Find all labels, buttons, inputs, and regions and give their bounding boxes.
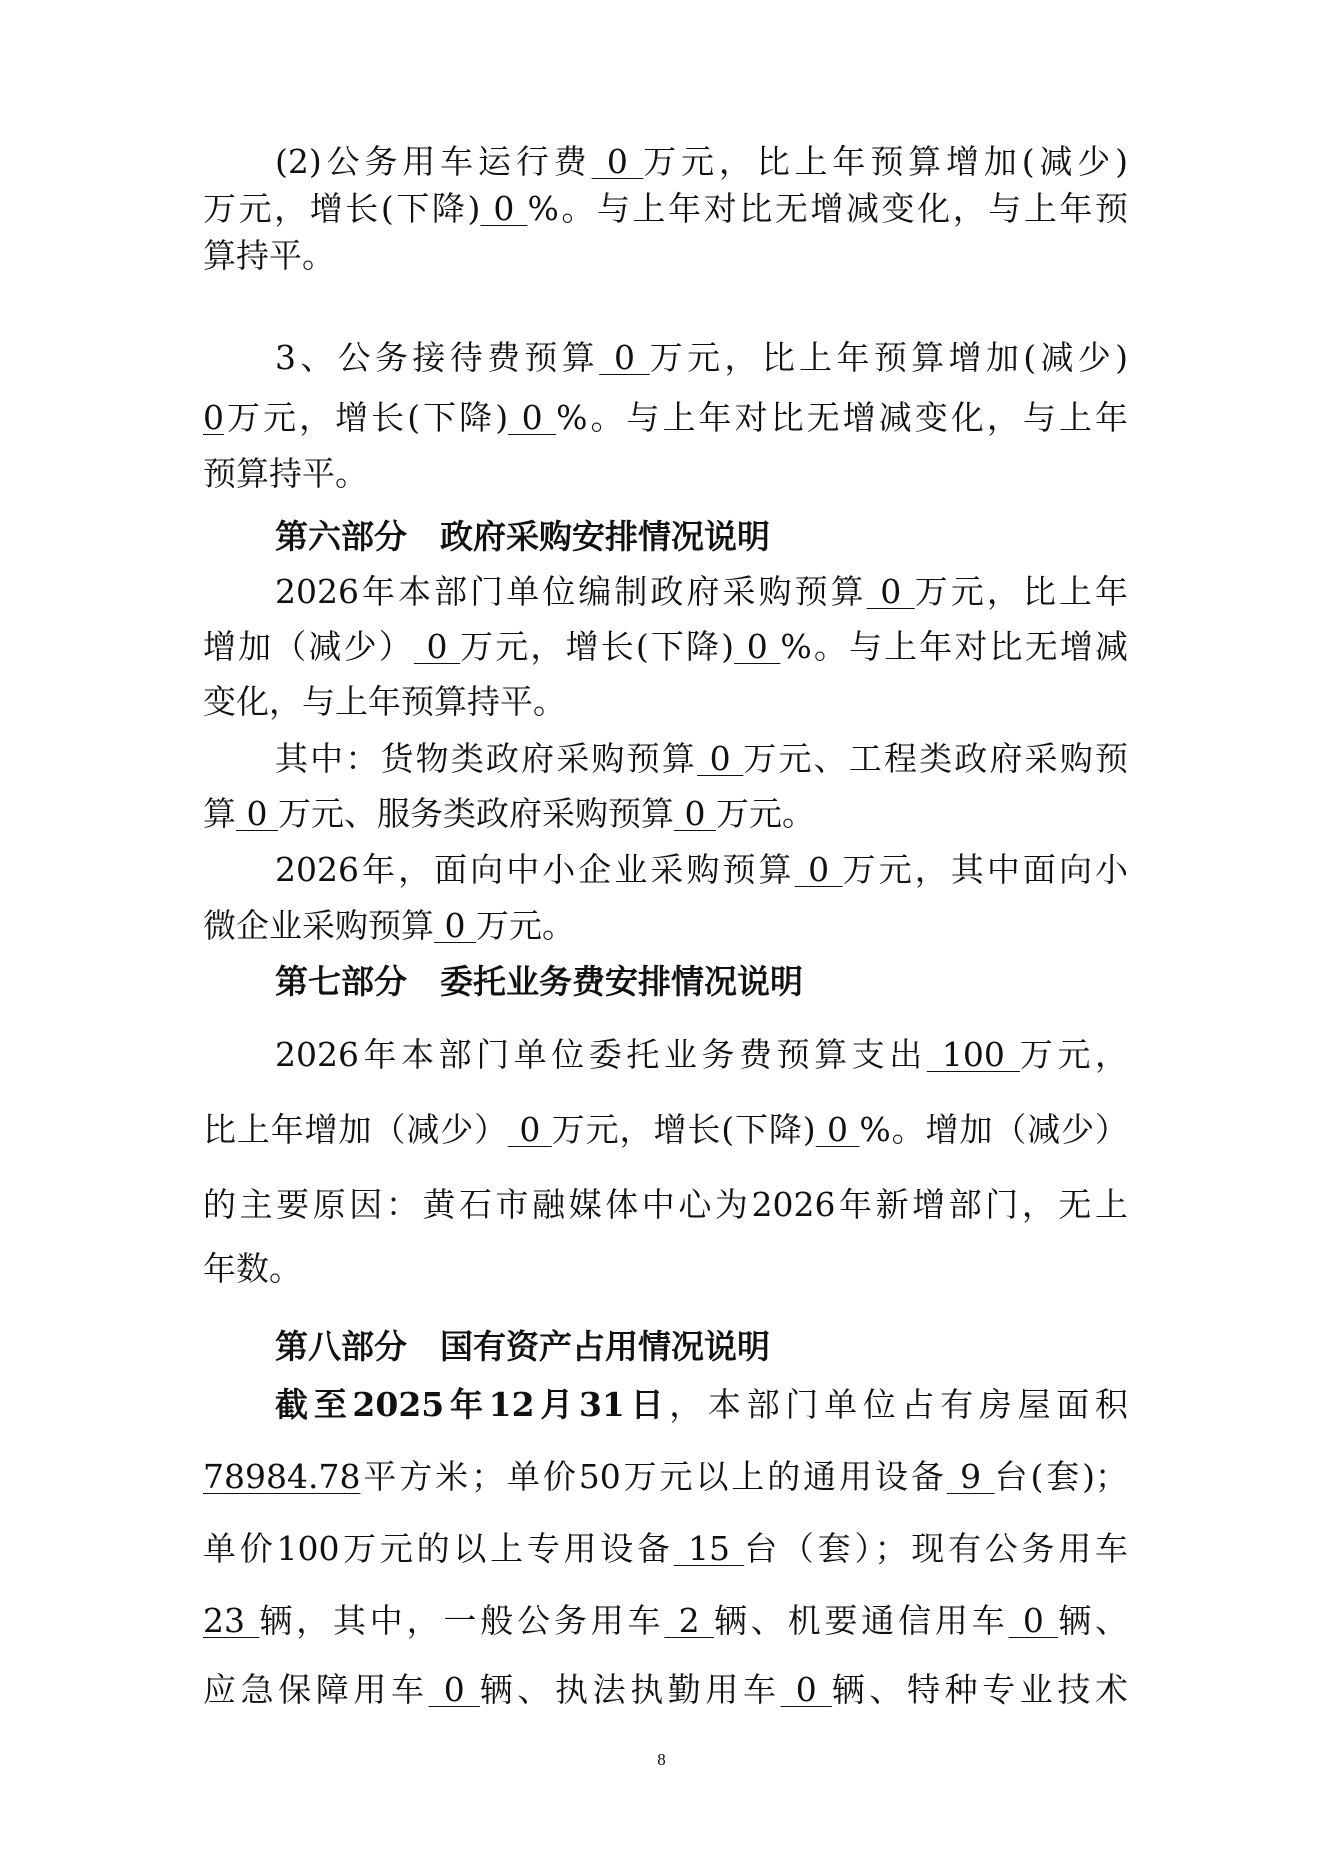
underlined-value: 0 [203, 398, 224, 437]
section-heading-6: 第六部分 政府采购安排情况说明 [275, 517, 770, 556]
text-run: 万元，其中面向小 [842, 850, 1128, 889]
text-run: 其中：货物类政府采购预算 [275, 739, 698, 778]
text-run: 微企业采购预算 [203, 906, 434, 945]
underlined-value: 0 [236, 794, 278, 833]
underlined-value: 15 [673, 1529, 745, 1568]
text-run: 的主要原因：黄石市融媒体中心为2026年新增部门，无上 [203, 1185, 1128, 1224]
text-run: %。增加（减少） [859, 1110, 1129, 1149]
text-run: 万元，增长(下降) [203, 189, 481, 228]
text-run: 3、公务接待费预算 [275, 338, 600, 377]
text-line [203, 904, 1128, 948]
text-line [203, 234, 1128, 278]
text-line [275, 848, 1128, 892]
text-line [203, 1527, 1128, 1571]
text-run: 万元，增长(下降) [460, 627, 735, 666]
underlined-value: 0 [591, 142, 644, 181]
underlined-value: 0 [480, 189, 528, 228]
text-run: 万元。 [715, 794, 815, 833]
text-run: 万元，比上年预算增加(减少) [643, 142, 1129, 181]
underlined-value: 100 [926, 1035, 1020, 1074]
underlined-value: 0 [780, 1670, 832, 1709]
text-run: 算持平。 [203, 236, 335, 275]
underlined-value: 78984.78 [203, 1457, 361, 1496]
text-line [203, 1247, 1128, 1291]
text-run: 应急保障用车 [203, 1670, 429, 1709]
underlined-value: 0 [413, 627, 461, 666]
text-line [275, 140, 1128, 184]
underlined-value: 0 [599, 338, 650, 377]
section-heading-8: 第八部分 国有资产占用情况说明 [275, 1327, 770, 1366]
text-run: 比上年增加（减少） [203, 1110, 509, 1149]
text-run: 辆、特种专业技术 [831, 1670, 1129, 1709]
text-run: 年数。 [203, 1249, 302, 1288]
text-run: 万元。 [475, 906, 575, 945]
underlined-value: 9 [946, 1457, 995, 1496]
text-line [275, 1033, 1128, 1077]
text-run: 辆、执法执勤用车 [479, 1670, 781, 1709]
text-run: 变化，与上年预算持平。 [203, 682, 566, 721]
text-run: 2026年，面向中小企业采购预算 [275, 850, 795, 889]
underlined-value: 2 [664, 1601, 714, 1640]
text-run: %。与上年对比无增减变化，与上年 [556, 398, 1129, 437]
text-run: 万元、服务类政府采购预算 [277, 794, 674, 833]
text-line [203, 1455, 1128, 1499]
text-line [275, 737, 1128, 781]
text-line [203, 1599, 1128, 1643]
text-line [275, 570, 1128, 614]
text-run: 2026年本部门单位编制政府采购预算 [275, 572, 867, 611]
text-line [275, 1383, 1128, 1427]
text-line [203, 1183, 1128, 1227]
text-run: 增加（减少） [203, 627, 414, 666]
underlined-value: 0 [815, 1110, 860, 1149]
text-run: 万元，比上年预算增加(减少) [649, 338, 1129, 377]
text-run: 单价100万元的以上专用设备 [203, 1529, 674, 1568]
text-line [203, 1668, 1128, 1712]
underlined-value: 0 [866, 572, 915, 611]
underlined-value: 0 [1008, 1601, 1059, 1640]
text-line [203, 187, 1128, 231]
text-run: 台(套)； [994, 1457, 1128, 1496]
text-run: 台（套）；现有公务用车 [744, 1529, 1128, 1568]
page-number: 8 [657, 1750, 666, 1769]
text-line [203, 452, 1128, 496]
underlined-value: 0 [697, 739, 744, 778]
text-run: (2)公务用车运行费 [275, 142, 592, 181]
underlined-value: 0 [508, 398, 557, 437]
text-line [275, 336, 1128, 380]
underlined-value: 0 [508, 1110, 552, 1149]
text-run: 平方米；单价50万元以上的通用设备 [360, 1457, 947, 1496]
text-run: 万元， [1019, 1035, 1129, 1074]
text-run: %。与上年对比无增减变化，与上年预 [527, 189, 1128, 228]
text-run: %。与上年对比无增减 [780, 627, 1128, 666]
underlined-value: 0 [734, 627, 781, 666]
underlined-value: 23 [203, 1601, 260, 1640]
text-line [203, 792, 1128, 836]
text-run: 辆、机要通信用车 [713, 1601, 1009, 1640]
text-line [203, 680, 1128, 724]
underlined-value: 0 [794, 850, 843, 889]
text-run: 辆、 [1058, 1601, 1129, 1640]
underlined-value: 0 [428, 1670, 480, 1709]
text-run: 预算持平。 [203, 454, 368, 493]
text-run: 万元，增长(下降) [224, 398, 509, 437]
text-line [203, 1108, 1128, 1152]
text-run: 万元、工程类政府采购预 [743, 739, 1129, 778]
underlined-value: 0 [434, 906, 476, 945]
text-line [203, 625, 1128, 669]
text-run: 万元，增长(下降) [551, 1110, 816, 1149]
text-line [203, 396, 1128, 440]
bold-date: 截至2025年12月31日 [275, 1385, 670, 1424]
text-run: 算 [203, 794, 236, 833]
underlined-value: 0 [673, 794, 716, 833]
text-run: 万元，比上年 [914, 572, 1128, 611]
section-heading-7: 第七部分 委托业务费安排情况说明 [275, 962, 803, 1001]
text-run: 2026年本部门单位委托业务费预算支出 [275, 1035, 927, 1074]
text-run: 辆，其中，一般公务用车 [259, 1601, 665, 1640]
text-run: ，本部门单位占有房屋面积 [669, 1385, 1128, 1424]
